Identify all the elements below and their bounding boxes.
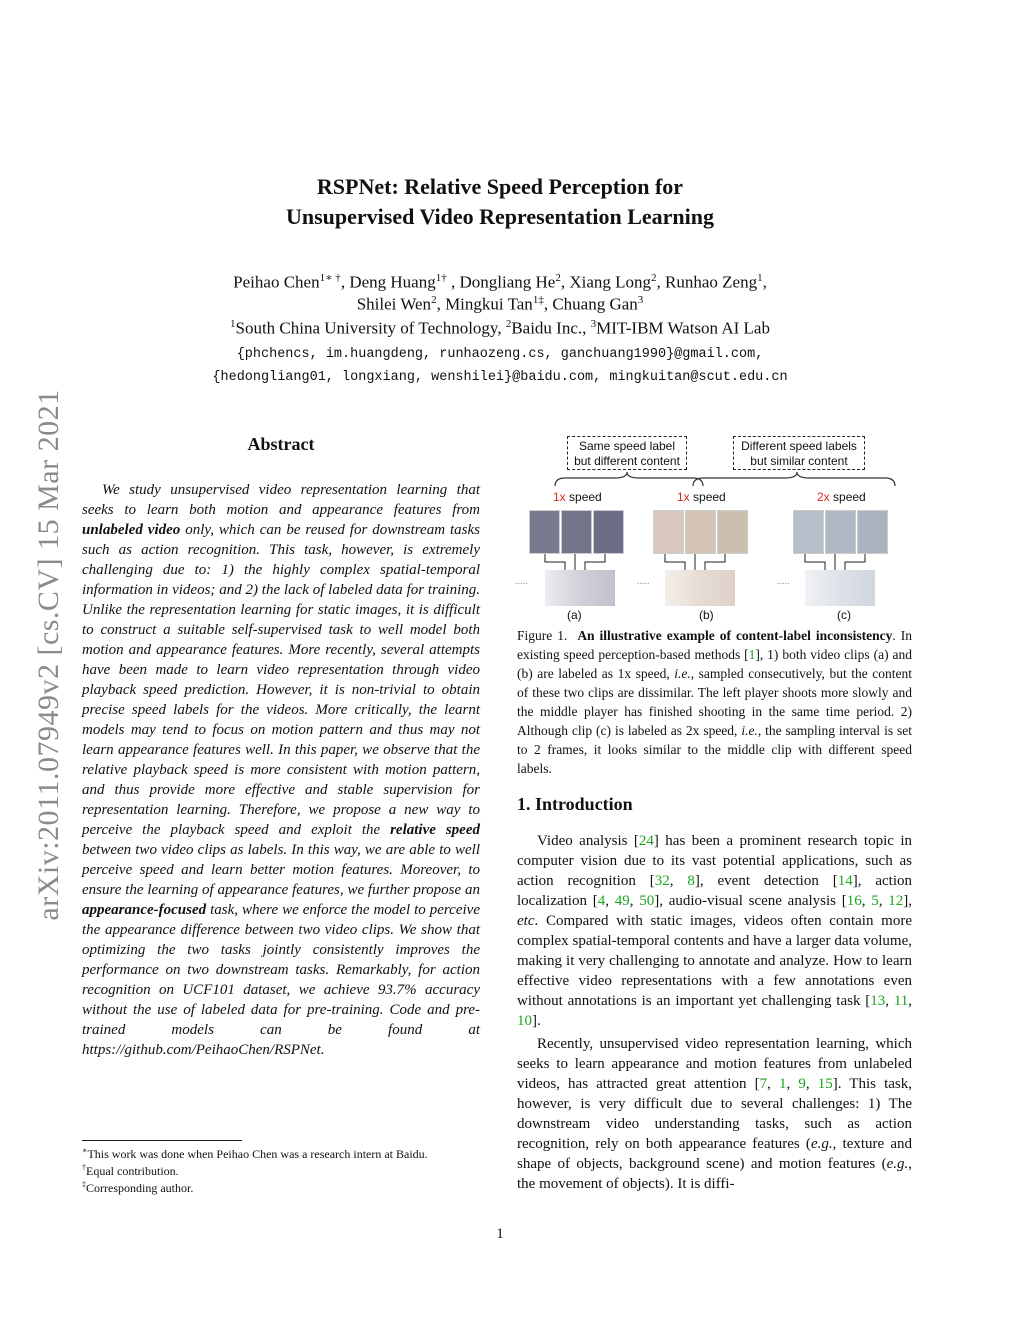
email-line-1: {phchencs, im.huangdeng, runhaozeng.cs, ganchuang1990}@gmail.com,	[236, 347, 764, 362]
svg-text:.....: .....	[515, 576, 528, 587]
intro-paragraph-2: Recently, unsupervised video representation learning, which seeks to learn appearance and motion features from unlabeled videos, has attracted great attention [7, 1, 9, 15]. This task, however, is very difficult due to several challenges: 1) The downstream video understanding tasks, such as action recognition, rely on both appearance features (e.g., texture and shape of objects, background scene) and motion features (e.g., the movement of objects). It is diffi-	[517, 1036, 913, 1192]
subfig-label-b: (b)	[699, 608, 714, 622]
clip-c-frame	[793, 510, 824, 554]
clip-b-stack	[665, 570, 735, 606]
clip-a-frame	[593, 510, 624, 554]
clip-a-frame	[561, 510, 592, 554]
affiliations: $^1$South China University of Technology, $^2$Baidu Inc., $^3$MIT-IBM Watson AI Lab	[230, 318, 770, 338]
speed-label-b: 1x speed	[677, 490, 726, 504]
intro-paragraph-1: Video analysis [24] has been a prominent research topic in computer vision due to its vast potential applications, such as action recognition [32, 8], event detection [14], action localization [4, 49, 50], audio-visual scene analysis [16, 5, 12], etc. Compared with static images, videos often contain more complex spatial-temporal contents and have a larger data volume, making it very challenging to annotate and analyze. How to learn effective video representations with a few annotations even without annotations is an important yet challenging task [13, 11, 10].	[517, 833, 913, 1029]
abstract-heading: Abstract	[247, 434, 315, 454]
svg-text:.....: .....	[777, 576, 790, 587]
arxiv-sidebar	[28, 345, 70, 965]
clip-c-frame	[857, 510, 888, 554]
authors-line-2: Shilei Wen$^2$, Mingkui Tan$^{1\ddagger}$, Chuang Gan$^3$	[356, 294, 644, 314]
figure-caption: Figure 1. An illustrative example of content-label inconsistency. In existing speed perception-based methods [1], 1) both video clips (a) and (b) are labeled as 1x speed, i.e., sampled consecutively, but the content of these two clips are dissimilar. The left player shoots more slowly and the middle player has finished shooting in the same time period. 2) Although clip (c) is labeled as 2x speed, i.e., the sampling interval is set to 2 frames, it looks similar to the middle clip with different speed labels.	[517, 628, 913, 776]
section-heading-introduction: 1. Introduction	[517, 794, 633, 814]
abstract-body: We study unsupervised video representation learning that seeks to learn both motion and appearance features from unlabeled video only, which can be reused for downstream tasks such as action recognition. This task, however, is extremely challenging due to: 1) the highly complex spatial-temporal information in videos; and 2) the lack of labeled data for training. Unlike the representation learning for static images, it is difficult to construct a suitable self-supervised task to well model both motion and appearance features. More recently, several attempts have been made to learn video representation through video playback speed prediction. However, it is non-trivial to obtain precise speed labels for the videos. More critically, the learnt models may tend to focus on motion pattern and thus may not learn appearance features well. In this paper, we observe that the relative playback speed is more consistent with motion pattern, and thus provide more effective and stable supervision for representation learning. Therefore, we propose a new way to perceive the playback speed and exploit the relative speed between two video clips as labels. In this way, we are able to well perceive speed and learn better motion features. Moreover, to ensure the learning of appearance features, we further propose an appearance-focused task, where we enforce the model to perceive the appearance difference between two video clips. We show that optimizing the two tasks jointly consistently improves the performance on two downstream tasks. Remarkably, for action recognition on UCF101 dataset, we achieve 93.7% accuracy without the use of labeled data for pre-training. Code and pre-trained models can be found at https://github.com/PeihaoChen/RSPNet.	[82, 482, 481, 1058]
speed-label-c: 2x speed	[817, 490, 866, 504]
email-line-2: {hedongliang01, longxiang, wenshilei}@baidu.com, mingkuitan@scut.edu.cn	[212, 370, 788, 385]
figure-1	[515, 432, 915, 622]
clip-c-frame	[825, 510, 856, 554]
clip-b-frame	[717, 510, 748, 554]
clip-a-frame	[529, 510, 560, 554]
footnote-3: ‡Corresponding author.	[82, 1180, 194, 1195]
svg-text:.....: .....	[637, 576, 650, 587]
arxiv-id: arXiv:2011.07949v2 [cs.CV] 15 Mar 2021	[32, 389, 65, 921]
label-box-same: Same speed label but different content	[567, 436, 687, 470]
subfig-label-c: (c)	[837, 608, 851, 622]
title-line-1: RSPNet: Relative Speed Perception for	[316, 174, 684, 199]
clip-a-stack	[545, 570, 615, 606]
subfig-label-a: (a)	[567, 608, 582, 622]
speed-label-a: 1x speed	[553, 490, 602, 504]
title-line-2: Unsupervised Video Representation Learning	[285, 204, 714, 229]
clip-c-stack	[805, 570, 875, 606]
authors-line-1: Peihao Chen$^{1∗ \dagger}$, Deng Huang$^{1\dagger}$ , Dongliang He$^2$, Xiang Long$^2$, Runhao Zeng$^1$,	[233, 272, 767, 292]
page-number: 1	[496, 1226, 504, 1242]
clip-b-frame	[685, 510, 716, 554]
footnote-1: ∗This work was done when Peihao Chen was a research intern at Baidu.	[82, 1146, 428, 1161]
footnote-2: †Equal contribution.	[82, 1163, 179, 1178]
label-box-different: Different speed labels but similar content	[733, 436, 865, 470]
clip-b-frame	[653, 510, 684, 554]
footnote-rule	[82, 1140, 242, 1141]
